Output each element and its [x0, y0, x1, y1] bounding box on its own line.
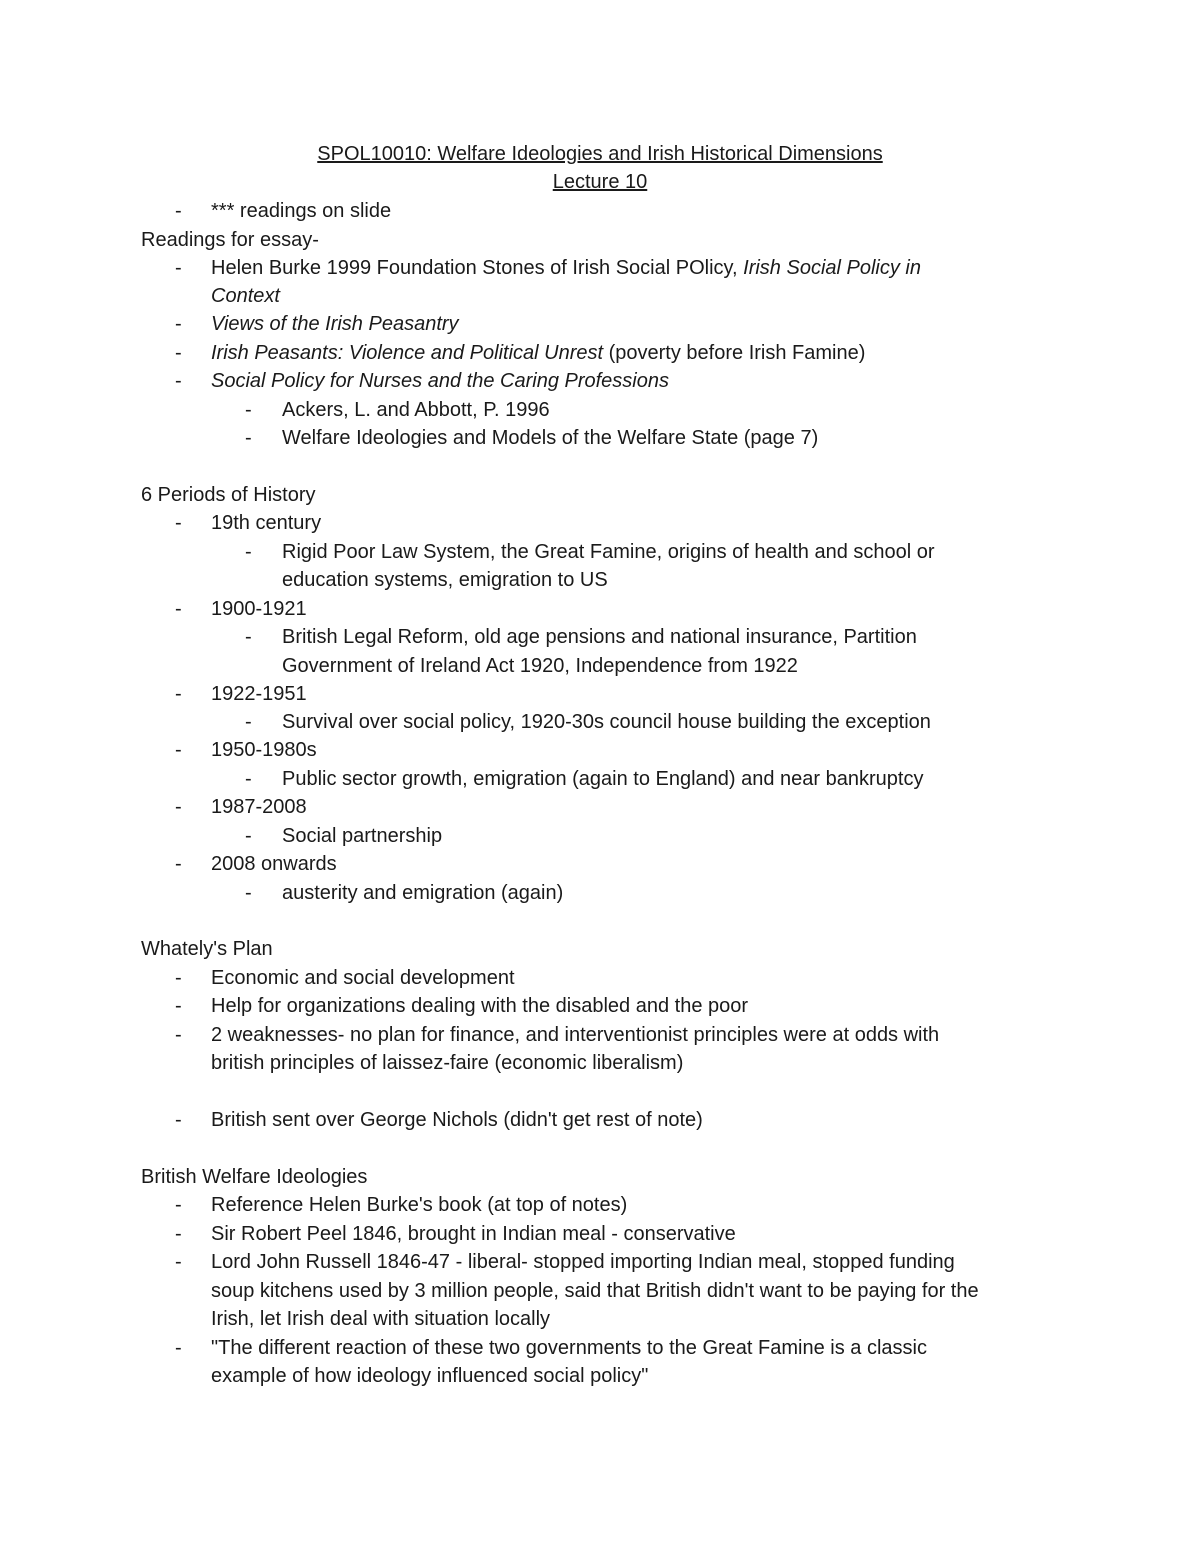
- reading-burke-title-cont: Context: [211, 285, 280, 307]
- reading-unrest-title: Irish Peasants: Violence and Political Unrest: [211, 342, 604, 364]
- periods-heading: 6 Periods of History: [141, 484, 316, 506]
- period-1900-detail: British Legal Reform, old age pensions and national insurance, Partition: [282, 626, 917, 648]
- whately-item-nichols: British sent over George Nichols (didn't get rest of note): [211, 1109, 703, 1131]
- reading-item-unrest: [211, 339, 865, 367]
- course-title: SPOL10010: Welfare Ideologies and Irish Historical Dimensions: [317, 143, 883, 165]
- period-1987-2008: 1987-2008: [211, 796, 307, 818]
- lecture-title: Lecture 10: [552, 171, 648, 193]
- bullet-marker: -: [175, 853, 182, 875]
- period-2008-onwards: 2008 onwards: [211, 853, 337, 875]
- reading-burke-title: Irish Social Policy in: [743, 257, 921, 279]
- sub-bullet-marker: -: [245, 541, 252, 563]
- period-1987-detail: Social partnership: [282, 825, 443, 847]
- period-19th-detail-cont: education systems, emigration to US: [282, 569, 608, 591]
- bullet-marker: -: [175, 313, 182, 335]
- british-heading: British Welfare Ideologies: [141, 1166, 368, 1188]
- bullet-marker: -: [175, 796, 182, 818]
- sub-bullet-marker: -: [245, 825, 252, 847]
- reading-unrest-note: (poverty before Irish Famine): [603, 342, 866, 364]
- bullet-marker: -: [175, 512, 182, 534]
- bullet-marker: -: [175, 995, 182, 1017]
- sub-bullet-marker: -: [245, 768, 252, 790]
- bullet-marker: -: [175, 683, 182, 705]
- british-item-quote-cont: example of how ideology influenced social policy": [211, 1365, 649, 1387]
- sub-bullet-marker: -: [245, 711, 252, 733]
- british-item-peel: Sir Robert Peel 1846, brought in Indian meal - conservative: [211, 1223, 736, 1245]
- intro-note: *** readings on slide: [211, 200, 392, 222]
- sub-bullet-marker: -: [245, 626, 252, 648]
- period-1950-1980s: 1950-1980s: [211, 739, 317, 761]
- bullet-marker: -: [175, 200, 182, 222]
- whately-item-weaknesses: 2 weaknesses- no plan for finance, and interventionist principles were at odds with: [211, 1024, 940, 1046]
- bullet-marker: -: [175, 1109, 182, 1131]
- whately-heading: Whately's Plan: [141, 938, 273, 960]
- readings-heading: Readings for essay-: [141, 229, 319, 251]
- sub-bullet-marker: -: [245, 882, 252, 904]
- whately-item-development: Economic and social development: [211, 967, 515, 989]
- bullet-marker: -: [175, 1194, 182, 1216]
- reading-item-burke: [211, 254, 921, 282]
- bullet-marker: -: [175, 967, 182, 989]
- bullet-marker: -: [175, 1223, 182, 1245]
- bullet-marker: -: [175, 598, 182, 620]
- period-1922-detail: Survival over social policy, 1920-30s council house building the exception: [282, 711, 931, 733]
- period-1922-1951: 1922-1951: [211, 683, 307, 705]
- sub-bullet-marker: -: [245, 399, 252, 421]
- period-2008-detail: austerity and emigration (again): [282, 882, 564, 904]
- whately-item-help: Help for organizations dealing with the disabled and the poor: [211, 995, 749, 1017]
- bullet-marker: -: [175, 342, 182, 364]
- period-19th-detail: Rigid Poor Law System, the Great Famine, origins of health and school or: [282, 541, 935, 563]
- bullet-marker: -: [175, 1337, 182, 1359]
- whately-item-weaknesses-cont: british principles of laissez-faire (economic liberalism): [211, 1052, 684, 1074]
- period-19th-century: 19th century: [211, 512, 322, 534]
- period-1900-1921: 1900-1921: [211, 598, 307, 620]
- british-item-russell-cont: soup kitchens used by 3 million people, said that British didn't want to be paying for the: [211, 1280, 979, 1302]
- british-item-russell: Lord John Russell 1846-47 - liberal- stopped importing Indian meal, stopped funding: [211, 1251, 955, 1273]
- reading-sub-ackers: Ackers, L. and Abbott, P. 1996: [282, 399, 550, 421]
- bullet-marker: -: [175, 257, 182, 279]
- bullet-marker: -: [175, 739, 182, 761]
- bullet-marker: -: [175, 1024, 182, 1046]
- bullet-marker: -: [175, 370, 182, 392]
- british-item-reference: Reference Helen Burke's book (at top of notes): [211, 1194, 628, 1216]
- reading-item-nurses: Social Policy for Nurses and the Caring Professions: [211, 370, 669, 392]
- british-item-quote: "The different reaction of these two governments to the Great Famine is a classic: [211, 1337, 927, 1359]
- reading-burke-text: Helen Burke 1999 Foundation Stones of Irish Social POlicy,: [211, 257, 744, 279]
- british-item-russell-cont2: Irish, let Irish deal with situation locally: [211, 1308, 551, 1330]
- sub-bullet-marker: -: [245, 427, 252, 449]
- reading-item-peasantry: Views of the Irish Peasantry: [211, 313, 459, 335]
- bullet-marker: -: [175, 1251, 182, 1273]
- reading-sub-models: Welfare Ideologies and Models of the Welfare State (page 7): [282, 427, 819, 449]
- period-1950-detail: Public sector growth, emigration (again to England) and near bankruptcy: [282, 768, 924, 790]
- period-1900-detail-cont: Government of Ireland Act 1920, Independence from 1922: [282, 655, 798, 677]
